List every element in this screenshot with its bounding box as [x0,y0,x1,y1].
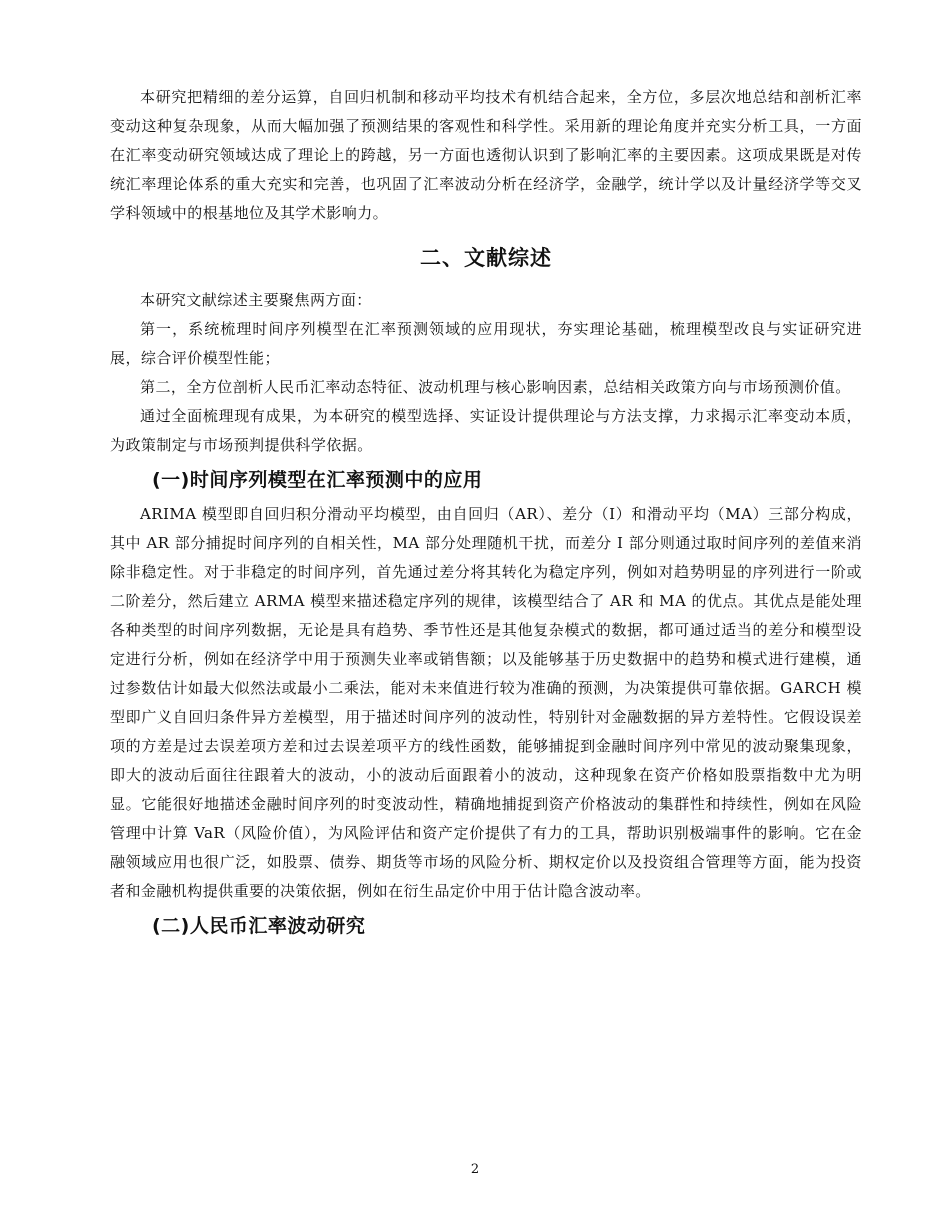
subsection-heading-time-series: (一)时间序列模型在汇率预测中的应用 [152,469,483,491]
subsection-heading-rmb-volatility: (二)人民币汇率波动研究 [152,915,366,937]
review-intro-paragraph: 本研究文献综述主要聚焦两方面： [140,291,372,309]
section-heading-literature-review: 二、文献综述 [420,246,552,270]
page-content [110,83,862,946]
page-number: 2 [470,1162,480,1177]
intro-paragraph: 本研究把精细的差分运算，自回归机制和移动平均技术有机结合起来，全方位，多层次地总结和剖析汇率变动这种复杂现象，从而大幅加强了预测结果的客观性和科学性。采用新的理论角度并充实分析工具，一方面在汇率变动研究领域达成了理论上的跨越，另一方面也透彻认识到了影响汇率的主要因素。这项成果既是对传统汇率理论体系的重大充实和完善，也巩固了汇率波动分析在经济学，金融学，统计学以及计量经济学等交叉学科领域中的根基地位及其学术影响力。 [110,88,862,222]
time-series-models-paragraph: ARIMA 模型即自回归积分滑动平均模型，由自回归（AR）、差分（I）和滑动平均（MA）三部分构成，其中 AR 部分捕捉时间序列的自相关性，MA 部分处理随机干扰，而差分 I 部分则通过取时间序列的差值来消除非稳定性。对于非稳定的时间序列，首先通过差分将其转化为稳定序列，例如对趋势明显的序列进行一阶或二阶差分，然后建立 ARMA 模型来描述稳定序列的规律，该模型结合了 AR 和 MA 的优点。其优点是能处理各种类型的时间序列数据，无论是具有趋势、季节性还是其他复杂模式的数据，都可通过适当的差分和模型设定进行分析，例如在经济学中用于预测失业率或销售额；以及能够基于历史数据中的趋势和模式进行建模，通过参数估计如最大似然法或最小二乘法，能对未来值进行较为准确的预测，为决策提供可靠依据。GARCH 模型即广义自回归条件异方差模型，用于描述时间序列的波动性，特别针对金融数据的异方差特性。它假设误差项的方差是过去误差项方差和过去误差项平方的线性函数，能够捕捉到金融时间序列中常见的波动聚集现象，即大的波动后面往往跟着大的波动，小的波动后面跟着小的波动，这种现象在资产价格如股票指数中尤为明显。它能很好地描述金融时间序列的时变波动性，精确地捕捉到资产价格波动的集群性和持续性，例如在风险管理中计算 VaR（风险价值），为风险评估和资产定价提供了有力的工具，帮助识别极端事件的影响。它在金融领域应用也很广泛，如股票、债券、期货等市场的风险分析、期权定价以及投资组合管理等方面，能为投资者和金融机构提供重要的决策依据，例如在衍生品定价中用于估计隐含波动率。 [110,505,862,900]
review-point-one-paragraph: 第一，系统梳理时间序列模型在汇率预测领域的应用现状，夯实理论基础，梳理模型改良与实证研究进展，综合评价模型性能； [110,320,862,367]
review-summary-paragraph: 通过全面梳理现有成果，为本研究的模型选择、实证设计提供理论与方法支撑，力求揭示汇率变动本质，为政策制定与市场预判提供科学依据。 [110,407,862,454]
review-point-two-paragraph: 第二，全方位剖析人民币汇率动态特征、波动机理与核心影响因素，总结相关政策方向与市场预测价值。 [140,378,851,396]
